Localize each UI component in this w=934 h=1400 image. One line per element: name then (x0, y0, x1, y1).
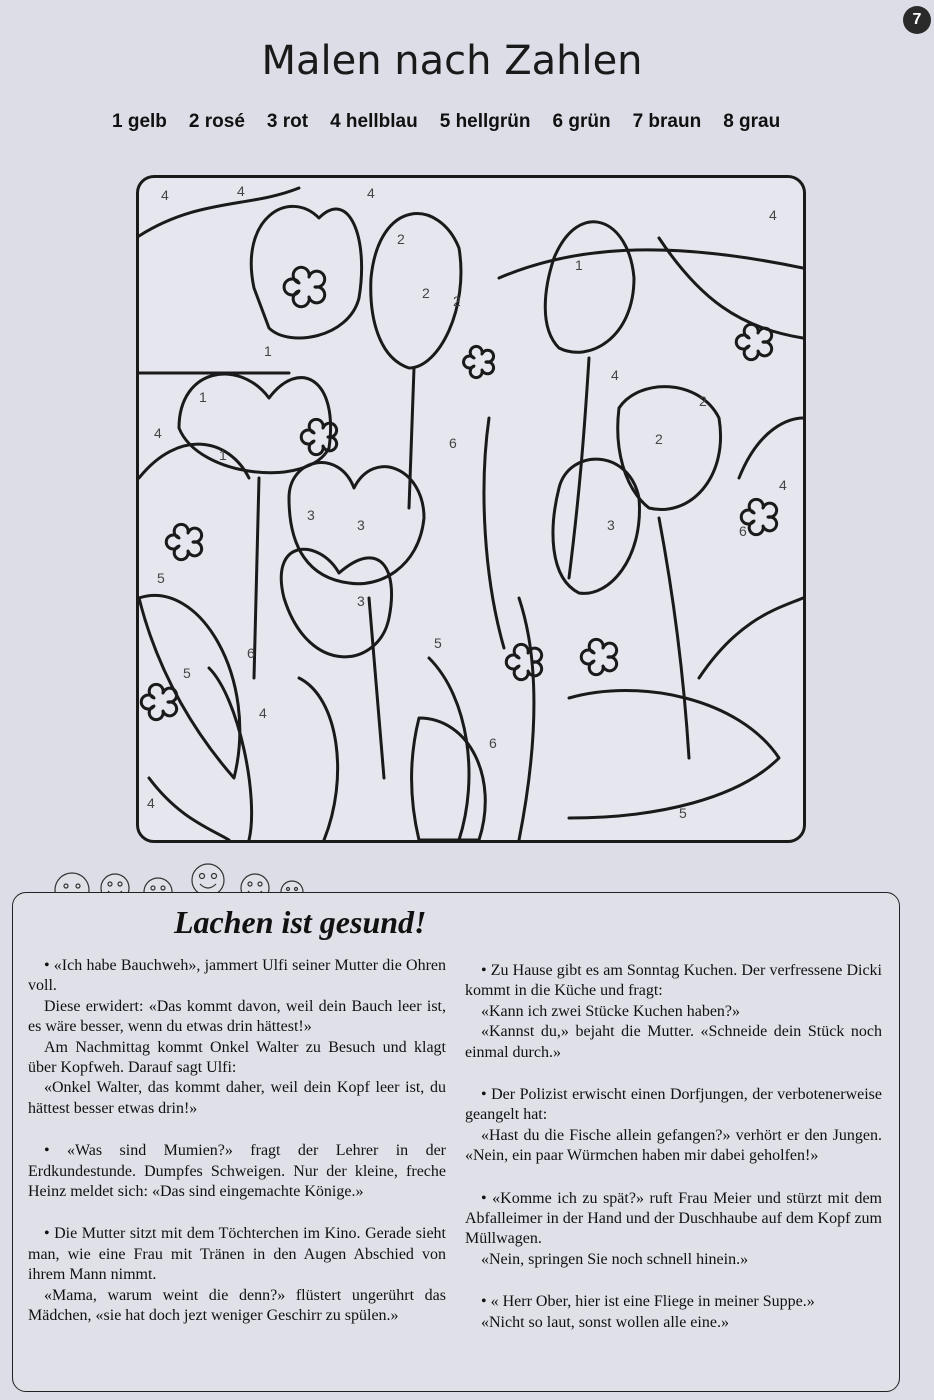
legend-item-2: 2 rosé (188, 111, 245, 132)
area-number: 2 (397, 231, 405, 247)
area-number: 6 (449, 435, 457, 451)
joke (465, 1189, 882, 1271)
joke (28, 956, 446, 1119)
area-number: 3 (357, 593, 365, 609)
joke-line: Diese erwidert: «Das kommt davon, weil dein Bauch leer ist, es wäre besser, wenn du etwas drin hättest!» (28, 997, 446, 1036)
area-number: 6 (739, 523, 747, 539)
tulip-line-art (139, 178, 803, 840)
joke-line: • «Ich habe Bauchweh», jammert Ulfi seiner Mutter die Ohren voll. (28, 957, 446, 995)
joke-line: Am Nachmittag kommt Onkel Walter zu Besuch und klagt über Kopfweh. Darauf sagt Ulfi: (28, 1038, 446, 1077)
joke (465, 1085, 882, 1167)
area-number: 1 (264, 343, 272, 359)
joke-line: «Onkel Walter, das kommt daher, weil dein Kopf leer ist, du hättest besser etwas drin!» (28, 1079, 446, 1117)
area-number: 6 (247, 645, 255, 661)
area-number: 5 (434, 635, 442, 651)
joke-line: «Nicht so laut, sonst wollen alle eine.» (481, 1313, 729, 1331)
joke-line: «Kann ich zwei Stücke Kuchen haben?» (481, 1002, 741, 1020)
jokes-right-column (465, 961, 882, 1355)
joke-line: • Zu Hause gibt es am Sonntag Kuchen. Der verfressene Dicki kommt in die Küche und fragt: (465, 962, 882, 1000)
area-number: 1 (575, 257, 583, 273)
joke-line: • « Herr Ober, hier ist eine Fliege in meiner Suppe.» (481, 1293, 815, 1311)
area-number: 4 (367, 185, 375, 201)
joke (465, 961, 882, 1063)
joke (465, 1292, 882, 1333)
joke-line: «Nein, springen Sie noch schnell hinein.» (481, 1250, 749, 1268)
area-number: 5 (679, 805, 687, 821)
page-title: Malen nach Zahlen (261, 38, 643, 84)
area-number: 5 (183, 665, 191, 681)
legend-item-7: 7 braun (632, 111, 702, 132)
legend-item-3: 3 rot (266, 111, 309, 132)
area-number: 4 (769, 207, 777, 223)
tulip-coloring-picture (136, 175, 806, 843)
area-number: 6 (489, 735, 497, 751)
area-number: 5 (157, 570, 165, 586)
area-number: 3 (607, 517, 615, 533)
legend-item-8: 8 grau (723, 111, 781, 132)
joke-line: «Kannst du,» bejaht die Mutter. «Schneide dein Stück noch einmal durch.» (465, 1023, 882, 1061)
joke (28, 1141, 446, 1202)
joke (28, 1224, 446, 1326)
area-number: 4 (154, 425, 162, 441)
area-number: 4 (147, 795, 155, 811)
legend-item-6: 6 grün (552, 111, 611, 132)
joke-line: • Die Mutter sitzt mit dem Töchterchen im Kino. Gerade sieht man, wie eine Frau mit Tränen in den Augen Abschied von ihrem Mann nimmt. (28, 1225, 446, 1284)
area-number: 1 (199, 389, 207, 405)
area-number: 4 (779, 477, 787, 493)
area-number: 2 (655, 431, 663, 447)
area-number: 1 (219, 447, 227, 463)
area-number: 3 (357, 517, 365, 533)
area-number: 4 (237, 183, 245, 199)
joke-line: • Der Polizist erwischt einen Dorfjungen, der verbotenerweise geangelt hat: (465, 1086, 882, 1124)
area-number: 2 (422, 285, 430, 301)
area-number: 2 (699, 393, 707, 409)
color-legend (112, 111, 780, 133)
jokes-title: Lachen ist gesund! (174, 904, 427, 940)
joke-line: «Hast du die Fische allein gefangen?» verhört er den Jungen. «Nein, ein paar Würmchen haben mir dabei geholfen!» (465, 1126, 882, 1165)
legend-item-4: 4 hellblau (330, 111, 418, 132)
legend-item-5: 5 hellgrün (439, 111, 531, 132)
area-number: 3 (307, 507, 315, 523)
joke-line: «Mama, warum weint die denn?» flüstert ungerührt das Mädchen, «sie hat doch jezt weniger Geschirr zu spülen.» (28, 1286, 446, 1325)
area-number: 4 (259, 705, 267, 721)
jokes-left-column (28, 956, 446, 1349)
legend-item-1: 1 gelb (112, 111, 167, 132)
area-number: 2 (453, 293, 461, 309)
page-number-badge: 7 (903, 6, 931, 34)
area-number: 4 (611, 367, 619, 383)
joke-line: • «Komme ich zu spät?» ruft Frau Meier und stürzt mit dem Abfalleimer in der Hand und der Duschhaube auf dem Kopf zum Müllwagen. (465, 1189, 882, 1248)
area-number: 4 (161, 187, 169, 203)
joke-line: • «Was sind Mumien?» fragt der Lehrer in der Erdkundestunde. Dumpfes Schweigen. Nur der kleine, freche Heinz meldet sich: «Das sind eingemachte Könige.» (28, 1142, 446, 1201)
